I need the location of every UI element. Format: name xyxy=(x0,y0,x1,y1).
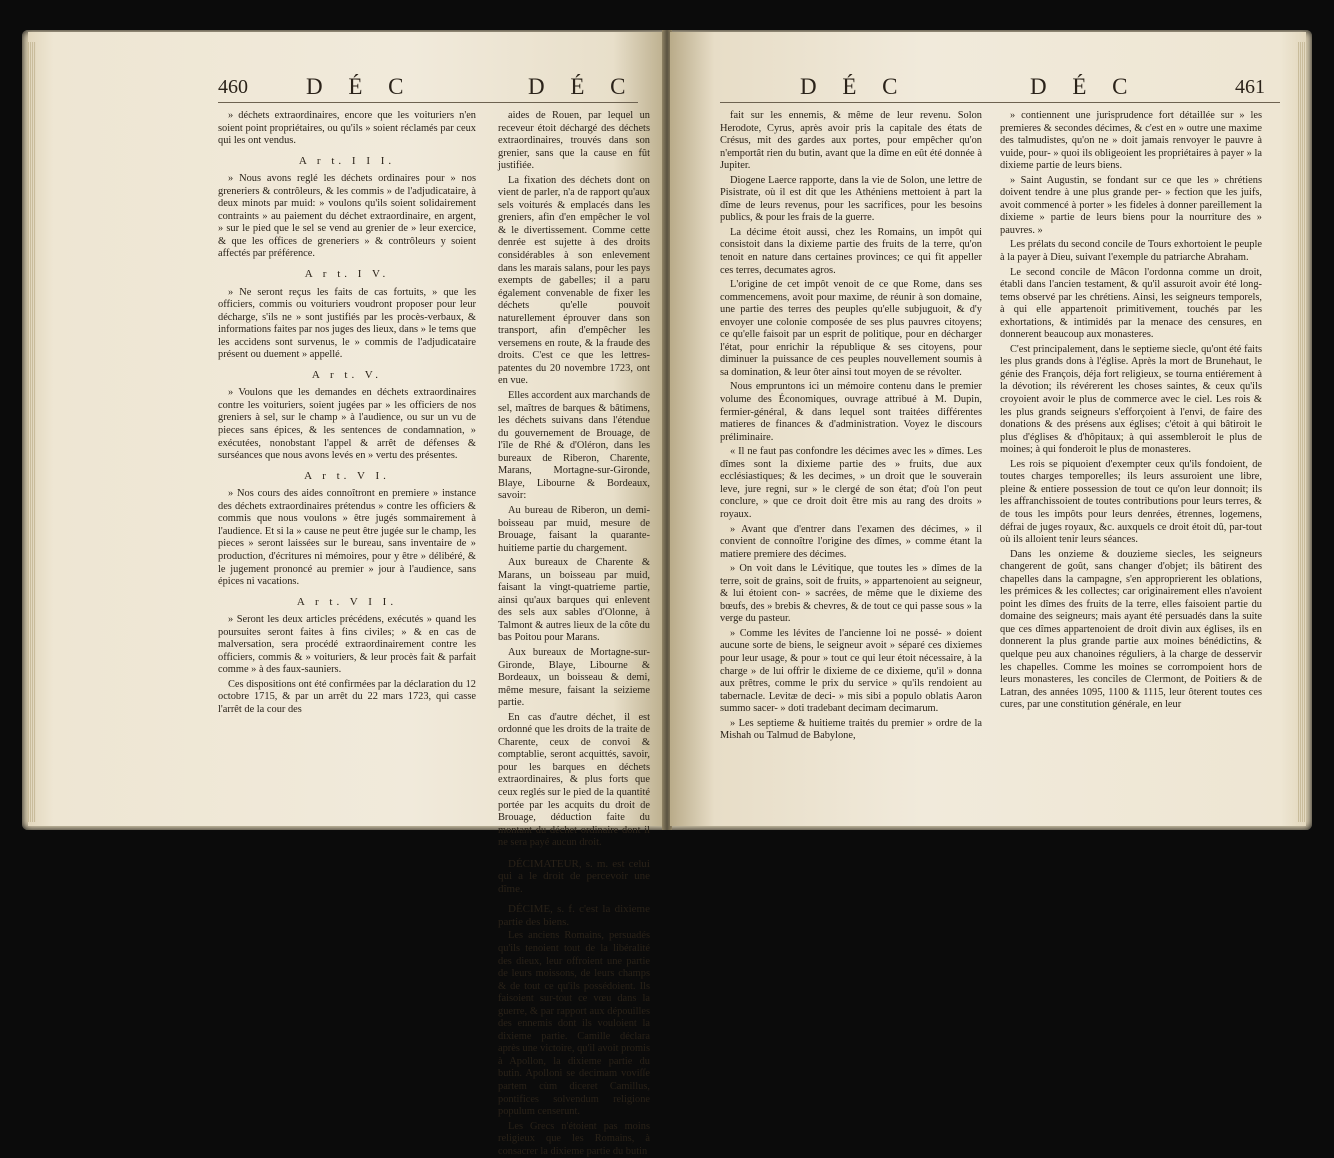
paragraph: Les anciens Romains, persuadés qu'ils tenoient tout de la libéralité des dieux, leur offroient une partie de leurs moissons, de leurs champs & de tout ce qu'ils possédoient. Ils faisoient sur-tout ce vœu dans la guerre, & par rapport aux dépouilles des ennemis dont ils vouloient la dixieme partie. Camille déclara après une victoire, qu'il avoit promis à Apollon, la dixieme partie du butin. Apolloni se decimam voviſſe partem cùm diceret Camillus, pontifices solvendum religione populum censerunt. xyxy=(498,930,650,1118)
paragraph: « Il ne faut pas confondre les décimes avec les » dîmes. Les dîmes sont la dixieme partie des » fruits, due aux ecclésiastiques; & les decimes, » un droit que le souverain leve, jure regni, sur » le clergé de son état; d'où l'on peut conclure, » que ce droit doit être mis au rang des droits » royaux. xyxy=(720,446,982,520)
paragraph: Nous empruntons ici un mémoire contenu dans le premier volume des Économiques, ouvrage attribué à M. Dupin, fermier-général, & dans lequel sont traitées différentes matieres de finances & d'administration. Voyez le discours préliminaire. xyxy=(720,381,982,443)
right-page xyxy=(670,32,1306,826)
paragraph: Au bureau de Riberon, un demi-boisseau par muid, mesure de Brouage, faisant la quarante-huitieme partie du chargement. xyxy=(498,504,650,554)
running-head-left: D É C xyxy=(800,74,908,99)
text-column-2 xyxy=(1000,110,1262,820)
header-rule xyxy=(218,102,638,103)
paragraph: Les prélats du second concile de Tours exhortoient le peuple à la payer à Dieu, suivant l'exemple du patriarche Abraham. xyxy=(1000,239,1262,264)
paragraph: » Les septieme & huitieme traités du premier » ordre de la Mishah ou Talmud de Babylone, xyxy=(720,717,982,742)
running-head-left: D É C xyxy=(306,74,414,99)
page-number: 460 xyxy=(218,76,248,98)
paragraph: fait sur les ennemis, & même de leur revenu. Solon Herodote, Cyrus, après avoir pris la capitale des états de Crésus, mit des gardes aux portes, pour empêcher qu'on n'emportât rien du butin, avant que la dîme en eût été donnée à Jupiter. xyxy=(720,110,982,172)
paragraph: » Comme les lévites de l'ancienne loi ne possé- » doient aucune sorte de biens, le seigneur avoit » séparé ces dixiemes pour leur usage, & pour » tout ce qui leur étoit nécessaire, à la charge » de lui offrir le dixieme de ce dixieme, qu'il » donna aux prêtres, comme le prix du service » qu'ils rendoient au tabernacle. Levitæ de deci- » mis sibi a populo oblatis Aaron summo sacer- » doti tradebant decimam decimarum. xyxy=(720,627,982,715)
paragraph: Aux bureaux de Charente & Marans, un boisseau par muid, faisant la vingt-quatrieme partie, ainsi qu'aux barques qui enlevent des sels aux sables d'Olonne, à Talmont & autres lieux de la côte du bas Poitou pour Marans. xyxy=(498,557,650,644)
paragraph: En cas d'autre déchet, il est ordonné que les droits de la traite de Charente, ceux de convoi & comptablie, seront acquittés, savoir, pour les barques en déchets extraordinaires, & plus forts que ceux reglés sur le pied de la quantité portée par les acquits du droit de Brouage, déduction faite du montant du déchet ordinaire dont il ne sera payé aucun droit. xyxy=(498,711,650,849)
paragraph: » On voit dans le Lévitique, que toutes les » dîmes de la terre, soit de grains, soit de fruits, » appartenoient au seigneur, & lui étoient con- » sacrées, de même que le dixieme des bœufs, des » brebis & chevres, & de tout ce qui passe sous » la verge du pasteur. xyxy=(720,563,982,625)
running-head-right: D É C xyxy=(528,74,636,99)
left-page xyxy=(28,32,664,1157)
paragraph: » Seront les deux articles précédens, exécutés » quand les poursuites seront faites à fins civiles; » & en cas de malversation, sera procédé extraordinairement contre les officiers, commis & » voituriers, & leur procès fait & parfait comme » à des faux-sauniers. xyxy=(218,614,476,676)
paragraph: Les Grecs n'étoient pas moins religieux que les Romains, à consacrer la dixieme partie du butin xyxy=(498,1120,650,1157)
paragraph: Aux bureaux de Mortagne-sur-Gironde, Blaye, Libourne & Bordeaux, un boisseau & demi, même mesure, faisant la seizieme partie. xyxy=(498,646,650,709)
entry-heading: DÉCIME, s. f. c'est la dixieme partie des biens. xyxy=(498,903,650,928)
paragraph: » Ne seront reçus les faits de cas fortuits, » que les officiers, commis ou voituriers voudront proposer pour leur décharge, s'ils ne » sont justifiés par les procès-verbaux, & informations faites par nos juges des lieux, dans » le tems que les accidens sont survenus, le » commis de l'adjudicataire présent ou duement » appellé. xyxy=(218,286,476,361)
text-column-1 xyxy=(720,110,982,820)
paragraph: aides de Rouen, par lequel un receveur étoit déchargé des déchets extraordinaires, trouvés dans son grenier, sans que la cause en fût justifiée. xyxy=(498,110,650,172)
paragraph: Elles accordent aux marchands de sel, maîtres de barques & bâtimens, les déchets suivans dans l'étendue du gouvernement de Brouage, de l'île de Rhé & d'Oléron, dans les bureaux de Riberon, Charente, Marans, Mortagne-sur-Gironde, Blaye, Libourne & Bordeaux, savoir: xyxy=(498,390,650,502)
paragraph: C'est principalement, dans le septieme siecle, qu'ont été faits les plus grands dons à l'église. Après la mort de Brunehaut, le génie des François, déja fort religieux, se tourna entiérement à la dévotion; ils révérerent les choses saintes, & ceux qu'ils croyoient avoir le plus de commerce avec le ciel. Les rois & les plus grands seigneurs s'efforçoient à l'envi, de faire des donations & des présens aux églises; c'étoit à qui bâtiroit le plus d'églises & d'hôpitaux; à qui assembleroit le plus de moines; à qui fonderoit le plus de monasteres. xyxy=(1000,343,1262,456)
article-heading: A r t. V. xyxy=(311,368,383,381)
paragraph: » Nous avons reglé les déchets ordinaires pour » nos greneriers & contrôleurs, & les commis » de l'adjudicataire, à deux minots par muid: » voulons qu'ils soient solidairement contraints » au paiement du déchet extraordinaire, en argent, » sur le pied que le sel se vend au grenier de » leur exercice, & que les offices de greneriers » & contrôleurs y soient affectés par préférence. xyxy=(218,173,476,260)
article-heading: A r t. V I I. xyxy=(296,595,398,608)
paragraph: La fixation des déchets dont on vient de parler, n'a de rapport qu'aux sels voiturés & emplacés dans les greniers, afin d'en empêcher le vol & le divertissement. Comme cette denrée est sujette à des droits considérables à son enlevement dans les marais salans, pour les pays exempts de gabelles; il a paru également convenable de fixer les déchets qu'elle pouvoit naturellement éprouver dans son transport, afin d'empêcher les versemens en route, & la fraude des droits. C'est ce que les lettres-patentes du 20 novembre 1723, ont en vue. xyxy=(498,174,650,387)
page-edges xyxy=(1298,42,1306,822)
paragraph: » Nos cours des aides connoîtront en premiere » instance des déchets extraordinaires prétendus » contre les officiers & commis que nous voulons » être jugés sommairement à l'audience. Et si la » cause ne peut être jugée sur le champ, les pieces » seront laissées sur le bureau, sans inventaire de » production, d'écritures ni mémoires, pour y être » délibéré, & le jugement prononcé au premier » jour à l'audience, sans épices ni vacations. xyxy=(218,488,476,588)
article-heading: A r t. I V. xyxy=(304,268,390,281)
article-heading: A r t. I I I. xyxy=(298,154,396,167)
open-book xyxy=(22,30,1312,1157)
page-edges xyxy=(28,42,36,822)
article-heading: A r t. V I. xyxy=(304,469,390,482)
page-number: 461 xyxy=(1235,76,1265,98)
paragraph: La décime étoit aussi, chez les Romains, un impôt qui consistoit dans la dixieme partie des fruits de la terre, qu'on tenoit en nature dans certaines provinces; ce qui fit appeller ces terres, decumates agros. xyxy=(720,226,982,276)
entry-heading: DÉCIMATEUR, s. m. est celui qui a le droit de percevoir une dîme. xyxy=(498,857,650,895)
paragraph: L'origine de cet impôt venoit de ce que Rome, dans ses commencemens, avoit pour maxime, de réunir à son domaine, une partie des terres des peuples qu'elle subjuguoit, & d'y envoyer une colonie composée de ses plus pauvres citoyens; ce qu'elle faisoit par un esprit de politique, pour en décharger l'état, pour enrichir la république & ses citoyens, pour diminuer la puissance de ces peuples nouvellement soumis à sa domination, & leur ôter ainsi tout moyen de se révolter. xyxy=(720,279,982,378)
paragraph: Le second concile de Mâcon l'ordonna comme un droit, établi dans l'ancien testament, & qu'il assuroit avoir été long-tems observé par les chrétiens. Ainsi, les seigneurs temporels, à qui elle appartenoit primitivement, touchés par les exhortations, & intimidés par la menace des censures, en donnerent beaucoup aux monasteres. xyxy=(1000,266,1262,341)
paragraph: » Avant que d'entrer dans l'examen des décimes, » il convient de connoître l'origine des dîmes, » comme étant la matiere premiere des décimes. xyxy=(720,523,982,560)
paragraph: » Voulons que les demandes en déchets extraordinaires contre les voituriers, soient jugées par » les officiers de nos greniers à sel, sur le champ » à l'audience, ou sur un vu de pieces sans épices, & les sentences de condamnation, » exécutées, nonobstant l'appel & arrêt de défenses & surséances que nous avons levés en » vertu des présentes. xyxy=(218,387,476,462)
paragraph: » contiennent une jurisprudence fort détaillée sur » les premieres & secondes décimes, & c'est en » outre une maxime des talmudistes, qu'on ne » doit jamais renvoyer le pauvre à vuide, pour- » quoi ils obligeoient les propriétaires à payer » la dixieme partie de leurs biens. xyxy=(1000,110,1262,172)
text-column-1 xyxy=(218,110,476,820)
header-rule xyxy=(720,102,1280,103)
paragraph: Dans les onzieme & douzieme siecles, les seigneurs changerent de goût, sans changer d'objet; ils bâtirent des chapelles dans la campagne, s'en approprierent les oblations, les prémices & les collectes; car originairement elles n'avoient point les dîmes des fruits de la terre, elles faisoient partie du domaine des seigneurs; mais ayant été persuadés dans la suite que ces dîmes appartenoient de droit divin aux églises, ils en donnerent la plus grande partie aux moines bénédictins, & quelque peu aux chanoines réguliers, à la charge de desservir les chapelles. Comme les moines se corrompoient hors de leurs monasteres, les conciles de Clermont, de Poitiers & de Latran, des années 1095, 1100 & 1115, leur ôterent toutes ces cures, par une constitution générale, en leur xyxy=(1000,548,1262,711)
paragraph: » Saint Augustin, se fondant sur ce que les » chrétiens doivent tendre à une plus grande per- » fection que les juifs, avoit commencé à porter » les fideles à donner pareillement la dixieme » partie de leurs biens pour la nourriture des » pauvres. » xyxy=(1000,174,1262,236)
paragraph: Les rois se piquoient d'exempter ceux qu'ils fondoient, de toutes charges temporelles; ils leurs assuroient une libre, pleine & entiere possession de tout ce qu'on leur donnoit; ils les affranchissoient de toutes contributions pour leurs terres, & de tous les impôts pour leurs denrées, étrennes, logemens, défrai de juges royaux, &c. auxquels ce droit étoit dû, par-tout où ils alloient tenir leurs séances. xyxy=(1000,458,1262,546)
paragraph: Ces dispositions ont été confirmées par la déclaration du 12 octobre 1715, & par un arrêt du 22 mars 1723, qui casse l'arrêt de la cour des xyxy=(218,678,476,715)
paragraph: Diogene Laerce rapporte, dans la vie de Solon, une lettre de Pisistrate, où il est dit que les Athéniens mettoient à part la dîme de leurs revenus, pour les sacrifices, pour les besoins publics, & pour les frais de la guerre. xyxy=(720,174,982,224)
running-head-right: D É C xyxy=(1030,74,1138,99)
text-column-2 xyxy=(498,110,650,1157)
paragraph: » déchets extraordinaires, encore que les voituriers n'en soient point propriétaires, ou qu'ils » soient réclamés par ceux qui les ont vendus. xyxy=(218,110,476,147)
